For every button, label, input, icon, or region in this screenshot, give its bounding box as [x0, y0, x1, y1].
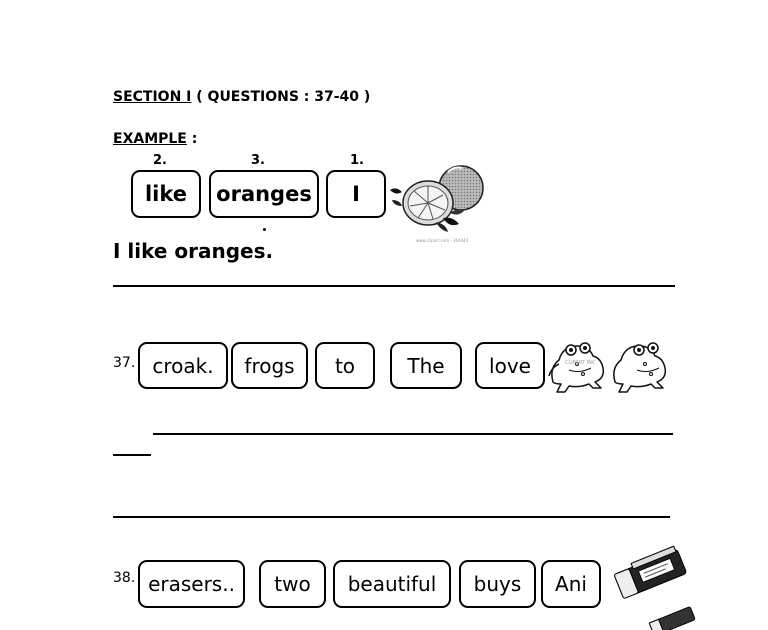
q37-answer-line-short [113, 454, 151, 456]
stray-dot [263, 228, 266, 231]
example-word-box: I [326, 170, 386, 218]
example-colon: : [191, 131, 198, 147]
q38-word-box: Ani [541, 560, 601, 608]
section-questions: ( QUESTIONS : 37-40 ) [196, 89, 371, 105]
example-answer-line [113, 285, 675, 287]
example-answer: I like oranges. [113, 239, 274, 263]
section-title: SECTION I [113, 89, 192, 105]
example-word-box: like [131, 170, 201, 218]
q38-word-box: buys [459, 560, 536, 608]
q38-word-box: two [259, 560, 326, 608]
example-word-box: oranges [209, 170, 319, 218]
q37-word-box: The [390, 342, 462, 389]
question-number-38: 38. [113, 570, 136, 586]
q38-word-box: erasers.. [138, 560, 245, 608]
q37-answer-line-2 [113, 516, 670, 518]
q37-word-box: love [475, 342, 545, 389]
example-order-number: 1. [350, 153, 364, 168]
example-order-number: 3. [251, 153, 265, 168]
erasers-image [610, 543, 692, 630]
q38-word-box: beautiful [333, 560, 451, 608]
oranges-image [388, 158, 488, 244]
q37-word-box: to [315, 342, 375, 389]
example-label: EXAMPLE [113, 131, 187, 147]
question-number-37: 37. [113, 355, 136, 371]
frogs-image [547, 334, 679, 394]
q37-answer-line [153, 433, 673, 435]
frogs-watermark: CLIPART INC [565, 360, 596, 366]
q37-word-box: croak. [138, 342, 228, 389]
q37-word-box: frogs [231, 342, 308, 389]
oranges-watermark: www.clipart.com · 364443 [416, 238, 469, 243]
section-heading [113, 89, 370, 105]
example-order-number: 2. [153, 153, 167, 168]
example-heading [113, 131, 197, 147]
